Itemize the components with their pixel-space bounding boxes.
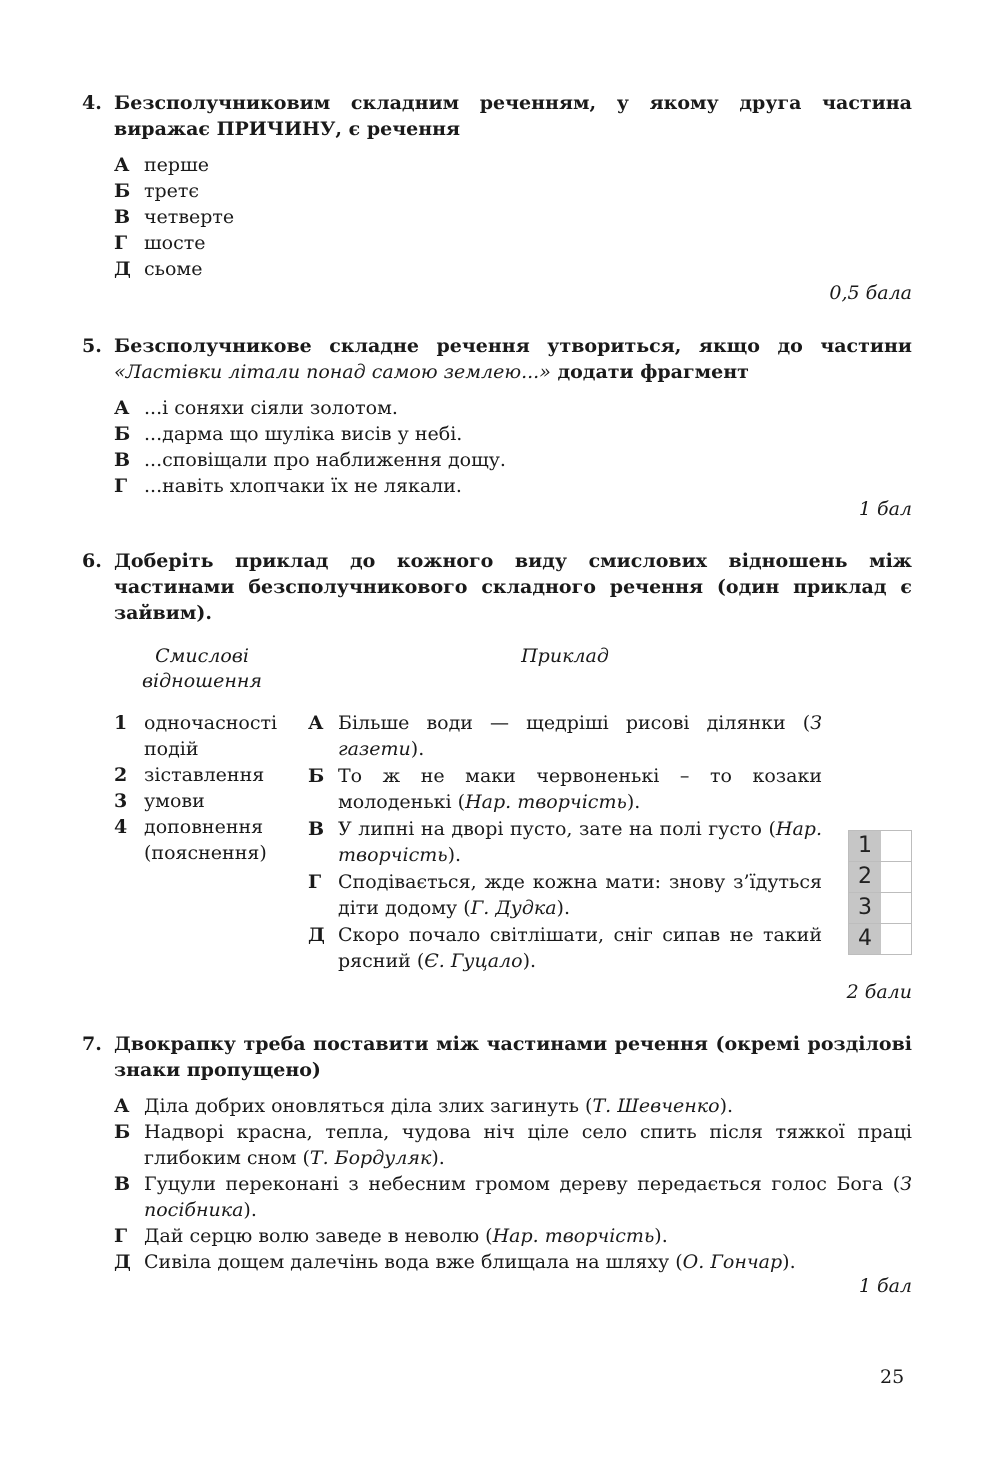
relation-number: 2 [114, 764, 128, 786]
question-number: 5. [82, 335, 102, 357]
option-sentence: Надворі красна, тепла, чудова ніч ціле село спить після тяжкої праці глибоким сном ( [144, 1121, 912, 1169]
answer-option-h[interactable] [114, 1223, 912, 1249]
option-letter: В [114, 1173, 131, 1195]
score-label: 1 бал [858, 498, 912, 520]
option-source: О. Гончар [682, 1251, 783, 1273]
option-letter: А [114, 154, 130, 176]
option-letter: Д [114, 1251, 131, 1273]
answer-grid-number: 2 [849, 862, 881, 892]
relation-item-1 [114, 710, 294, 762]
option-text: ...навіть хлопчаки їх не лякали. [144, 475, 462, 497]
option-letter: Г [114, 1225, 128, 1247]
answer-cell[interactable] [881, 831, 911, 861]
question-5-stem [82, 333, 912, 385]
option-source: Нар. творчість [492, 1225, 655, 1247]
option-text [144, 1171, 912, 1223]
column-header-line: Смислові [155, 645, 249, 667]
answer-option-h[interactable] [114, 473, 912, 499]
option-text: четверте [144, 206, 235, 228]
option-end: ). [654, 1225, 668, 1247]
question-4-stem [82, 90, 912, 142]
option-letter: А [114, 397, 130, 419]
answer-option-h[interactable] [114, 230, 912, 256]
answer-cell[interactable] [881, 924, 911, 954]
option-text [144, 1119, 912, 1171]
option-sentence: Сивіла дощем далечінь вода вже блищала на шляху ( [144, 1251, 683, 1273]
score-label: 2 бали [846, 981, 912, 1003]
answer-options [114, 1093, 912, 1275]
answer-option-d[interactable] [114, 1249, 912, 1275]
example-v [308, 816, 822, 868]
answer-options [114, 152, 912, 282]
score-label: 0,5 бала [829, 282, 912, 304]
example-end: ). [626, 791, 641, 813]
answer-option-a[interactable] [114, 395, 912, 421]
option-text [144, 1223, 912, 1249]
option-text: перше [144, 154, 209, 176]
option-letter: В [114, 206, 131, 228]
example-b [308, 763, 822, 815]
option-sentence: Дай серцю волю заведе в неволю ( [144, 1225, 493, 1247]
examples-list [308, 710, 822, 975]
answer-option-b[interactable] [114, 178, 912, 204]
relation-text: одночасності подій [144, 712, 278, 760]
answer-grid-number: 1 [849, 831, 881, 861]
option-end: ). [782, 1251, 796, 1273]
option-letter: Б [114, 180, 131, 202]
question-number: 4. [82, 92, 102, 114]
option-source: З посібника [144, 1173, 912, 1221]
answer-grid-number: 4 [849, 924, 881, 954]
answer-option-b[interactable] [114, 1119, 912, 1171]
example-end: ). [410, 738, 425, 760]
example-text: У липні на дворі пусто, зате на полі густо ( [338, 818, 776, 840]
option-text [144, 1093, 912, 1119]
answer-option-a[interactable] [114, 1093, 912, 1119]
answer-options [114, 395, 912, 499]
option-text: шосте [144, 232, 206, 254]
example-letter: Б [308, 765, 325, 787]
example-end: ). [522, 950, 537, 972]
example-letter: Д [308, 924, 325, 946]
example-source: З газети [338, 712, 822, 760]
question-text-part: Безсполучникове складне речення утвориться, якщо до частини [114, 335, 912, 357]
option-sentence: Гуцули переконані з небесним громом дереву передається голос Бога ( [144, 1173, 901, 1195]
option-source: Т. Бордуляк [309, 1147, 432, 1169]
example-text: Більше води — щедріші рисові ділянки ( [338, 712, 811, 734]
column-header-examples: Приклад [521, 645, 609, 667]
option-text: ...і соняхи сіяли золотом. [144, 397, 398, 419]
option-letter: Г [114, 232, 128, 254]
example-letter: А [308, 712, 324, 734]
answer-grid-row-4 [848, 924, 912, 955]
answer-cell[interactable] [881, 893, 911, 923]
option-sentence: Діла добрих оновляться діла злих загинуть ( [144, 1095, 593, 1117]
question-5 [82, 333, 912, 499]
answer-option-b[interactable] [114, 421, 912, 447]
option-letter: В [114, 449, 131, 471]
option-source: Т. Шевченко [592, 1095, 720, 1117]
option-letter: Б [114, 423, 131, 445]
page-number: 25 [880, 1366, 905, 1388]
answer-grid-row-3 [848, 893, 912, 924]
question-text: Безсполучниковим складним реченням, у якому друга частина виражає ПРИЧИНУ, є речення [114, 92, 912, 140]
question-text: Доберіть приклад до кожного виду смислових відношень між частинами безсполучникового складного речення (один приклад є зайвим). [114, 550, 912, 624]
relation-text: умови [144, 790, 205, 812]
question-number: 6. [82, 550, 102, 572]
relation-item-3 [114, 788, 294, 814]
answer-grid [848, 830, 912, 955]
example-a [308, 710, 822, 762]
relation-item-4 [114, 814, 294, 866]
example-source: Нар. творчість [338, 818, 822, 866]
example-letter: Г [308, 871, 322, 893]
question-7-stem [82, 1031, 912, 1083]
column-header-relations [112, 644, 292, 694]
relation-number: 4 [114, 816, 128, 838]
answer-grid-number: 3 [849, 893, 881, 923]
answer-grid-row-1 [848, 830, 912, 862]
relation-item-2 [114, 762, 294, 788]
answer-option-v[interactable] [114, 1171, 912, 1223]
quoted-fragment: «Ластівки літали понад самою землею...» [114, 361, 551, 383]
relation-text: доповнення (пояснення) [144, 816, 267, 864]
example-h [308, 869, 822, 921]
example-text: Скоро почало світлішати, сніг сипав не такий рясний ( [338, 924, 822, 972]
option-letter: Б [114, 1121, 131, 1143]
relation-number: 3 [114, 790, 128, 812]
option-letter: Д [114, 258, 131, 280]
column-header-line: відношення [142, 670, 262, 692]
question-number: 7. [82, 1033, 102, 1055]
score-label: 1 бал [858, 1275, 912, 1297]
option-text: сьоме [144, 258, 203, 280]
answer-option-v[interactable] [114, 204, 912, 230]
question-text: Двокрапку треба поставити між частинами речення (окремі розділові знаки пропущено) [114, 1033, 912, 1081]
option-text: третє [144, 180, 200, 202]
answer-option-d[interactable] [114, 256, 912, 282]
example-end: ). [556, 897, 570, 919]
example-source: Г. Дудка [470, 897, 557, 919]
question-7 [82, 1031, 912, 1275]
question-6 [82, 548, 912, 626]
relation-number: 1 [114, 712, 128, 734]
option-text [144, 1249, 912, 1275]
answer-cell[interactable] [881, 862, 911, 892]
answer-grid-row-2 [848, 862, 912, 893]
option-end: ). [431, 1147, 445, 1169]
example-source: Є. Гуцало [424, 950, 523, 972]
example-source: Нар. творчість [465, 791, 627, 813]
example-d [308, 922, 822, 974]
option-letter: Г [114, 475, 128, 497]
relation-text: зіставлення [144, 764, 265, 786]
option-text: ...сповіщали про наближення дощу. [144, 449, 506, 471]
question-text-part: додати фрагмент [550, 361, 749, 383]
example-end: ). [447, 844, 462, 866]
question-4 [82, 90, 912, 282]
answer-option-v[interactable] [114, 447, 912, 473]
question-text [114, 333, 912, 385]
option-end: ). [243, 1199, 257, 1221]
option-end: ). [719, 1095, 734, 1117]
example-text: Сподівається, жде кожна мати: знову з’їдуться діти додому ( [338, 871, 822, 919]
option-letter: А [114, 1095, 130, 1117]
relations-list [114, 710, 294, 866]
answer-option-a[interactable] [114, 152, 912, 178]
example-letter: В [308, 818, 325, 840]
example-text: То ж не маки червоненькі – то козаки молоденькі ( [338, 765, 822, 813]
option-text: ...дарма що шуліка висів у небі. [144, 423, 463, 445]
question-6-stem [82, 548, 912, 626]
